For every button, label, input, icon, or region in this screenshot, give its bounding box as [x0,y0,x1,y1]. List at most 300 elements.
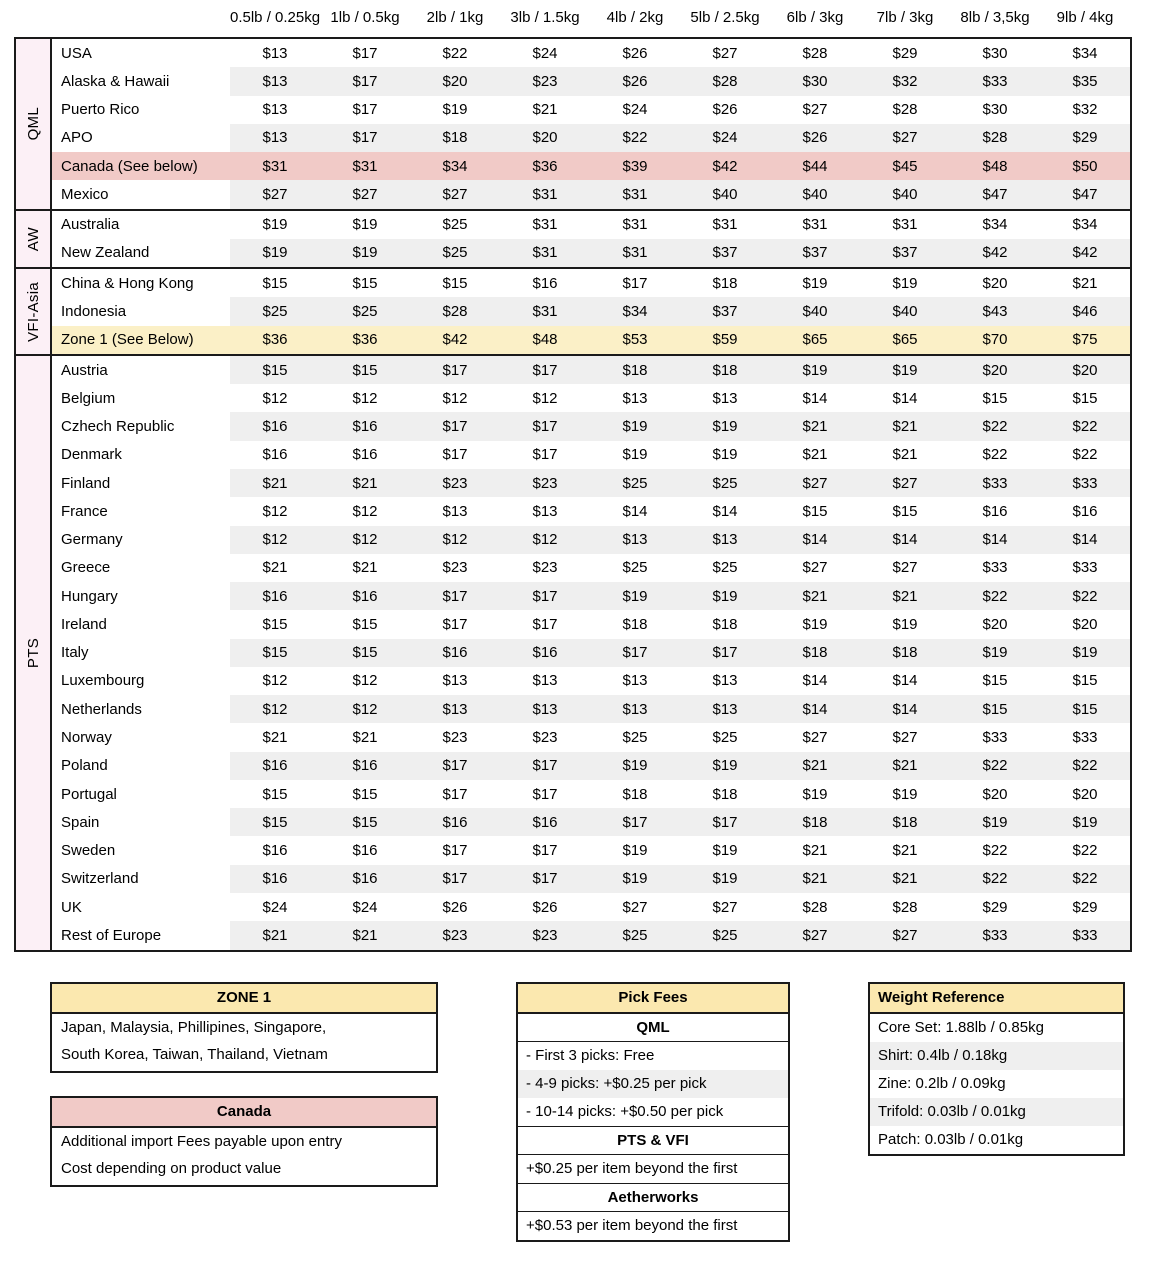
rate-cell: $28 [802,898,828,916]
rate-cell: $13 [532,672,558,690]
rate-cell: $23 [442,559,468,577]
rate-cell: $21 [262,926,288,944]
rate-cells [230,441,1130,469]
rate-cell: $22 [982,587,1008,605]
rate-cell: $18 [712,785,738,803]
rate-cell: $19 [712,587,738,605]
rate-cell: $16 [352,757,378,775]
table-row [52,610,1130,638]
rate-cell: $16 [262,757,288,775]
rate-cell: $23 [442,729,468,746]
destination-name: France [61,502,108,520]
rate-cells [230,554,1130,582]
rate-cell: $22 [442,44,468,62]
rate-cell: $16 [532,274,558,292]
rate-cell: $14 [622,502,648,520]
destination-name: Indonesia [61,303,127,321]
table-row [52,554,1130,582]
rate-cell: $15 [982,389,1008,407]
destination-name: Poland [61,757,108,775]
rate-cell: $12 [352,389,378,407]
rate-cell: $19 [892,785,918,803]
rate-cell: $22 [982,446,1008,464]
rate-cell: $17 [442,418,468,436]
destination-name: Hungary [61,587,118,605]
rate-cell: $25 [712,926,738,944]
rate-cell: $12 [352,502,378,520]
table-row [52,865,1130,893]
rate-cell: $28 [802,44,828,62]
rate-cell: $31 [892,216,918,234]
rate-cell: $14 [1072,531,1098,549]
group-section-aw [16,211,1130,270]
destination-name: New Zealand [61,244,150,262]
rate-cell: $19 [892,274,918,292]
rate-cell: $16 [352,842,378,860]
rate-cell: $25 [352,303,378,321]
group-rows [52,269,1130,354]
rate-cell: $42 [1072,244,1098,262]
rate-cell: $19 [622,418,648,436]
rate-cell: $40 [802,185,828,203]
rate-cells [230,152,1130,180]
pick-fees-item: - 4-9 picks: +$0.25 per pick [518,1070,788,1098]
rate-cell: $14 [712,502,738,520]
rate-cells [230,239,1130,267]
pick-fees-box [516,982,790,1242]
rate-cell: $26 [622,72,648,90]
rate-cell: $17 [532,615,558,633]
group-rows [52,39,1130,209]
rate-cell: $31 [532,244,558,262]
rate-cell: $15 [1072,389,1098,407]
rate-cell: $19 [982,813,1008,831]
group-label-cell [16,356,52,950]
rate-cell: $19 [622,757,648,775]
rate-cell: $26 [802,129,828,147]
rate-cell: $40 [802,303,828,321]
rate-cell: $31 [262,157,288,175]
zone1-box [50,982,438,1073]
rate-cell: $17 [712,813,738,831]
rate-cell: $17 [532,418,558,436]
rate-cell: $18 [622,615,648,633]
group-section-pts [16,356,1130,950]
column-header: 8lb / 3,5kg [960,9,1030,26]
rate-cells [230,211,1130,239]
rate-cell: $40 [712,185,738,203]
rate-cell: $27 [712,898,738,916]
rate-cell: $21 [352,926,378,944]
rate-cell: $20 [1072,785,1098,803]
rate-cell: $31 [532,303,558,321]
rate-cell: $22 [982,870,1008,888]
rate-cell: $33 [1072,474,1098,492]
rate-cell: $15 [262,785,288,803]
rate-cell: $37 [712,244,738,262]
rate-cells [230,526,1130,554]
rate-cells [230,67,1130,95]
rate-cell: $24 [712,129,738,147]
rate-cell: $15 [352,813,378,831]
rate-cell: $23 [532,474,558,492]
rate-cell: $17 [622,274,648,292]
rate-cell: $21 [892,446,918,464]
rate-cell: $25 [712,559,738,577]
rate-cells [230,269,1130,297]
rate-cell: $36 [262,331,288,349]
destination-name: Czhech Republic [61,418,175,436]
table-row [52,152,1130,180]
rate-cell: $15 [1072,700,1098,718]
rate-cell: $48 [532,331,558,349]
rate-cell: $43 [982,303,1008,321]
rate-cell: $19 [982,644,1008,662]
table-row [52,211,1130,239]
weight-reference-item: Core Set: 1.88lb / 0.85kg [878,1019,1044,1036]
rate-cell: $21 [802,446,828,464]
rate-cell: $47 [982,185,1008,203]
rate-cell: $65 [802,331,828,349]
canada-box-title: Canada [52,1098,436,1128]
rate-cell: $53 [622,331,648,349]
rate-cell: $28 [892,101,918,119]
rate-cell: $31 [352,157,378,175]
rate-cell: $20 [982,615,1008,633]
rate-cell: $17 [532,757,558,775]
rate-cell: $15 [892,502,918,520]
table-row [52,497,1130,525]
rate-cell: $47 [1072,185,1098,203]
zone1-countries-line: South Korea, Taiwan, Thailand, Vietnam [61,1046,328,1063]
group-label: VFI-Asia [24,281,42,342]
column-header: 1lb / 0.5kg [330,9,400,26]
rate-cell: $28 [982,129,1008,147]
rate-cells [230,384,1130,412]
column-header: 9lb / 4kg [1056,9,1114,26]
rate-cell: $27 [352,185,378,203]
rate-cell: $19 [1072,644,1098,662]
rate-cell: $20 [532,129,558,147]
rate-cells [230,893,1130,921]
rate-cell: $16 [442,813,468,831]
rate-cell: $18 [712,361,738,379]
rate-cell: $12 [352,700,378,718]
destination-name: Luxembourg [61,672,145,690]
rate-cells [230,836,1130,864]
rate-cell: $30 [802,72,828,90]
rate-cell: $14 [892,672,918,690]
table-row [52,356,1130,384]
rate-cell: $13 [712,531,738,549]
rate-cell: $16 [442,644,468,662]
rate-cells [230,780,1130,808]
destination-name: Rest of Europe [61,926,162,944]
zone1-box-title: ZONE 1 [52,984,436,1014]
table-row [52,526,1130,554]
rate-cell: $40 [892,303,918,321]
rate-cell: $14 [802,672,828,690]
rate-cell: $75 [1072,331,1098,349]
rate-cell: $15 [352,274,378,292]
destination-name: Mexico [61,185,109,203]
pick-fees-item: +$0.53 per item beyond the first [526,1217,738,1234]
rate-cell: $19 [802,785,828,803]
column-header: 4lb / 2kg [606,9,664,26]
rate-cell: $59 [712,331,738,349]
weight-reference-item: Patch: 0.03lb / 0.01kg [878,1131,1024,1148]
rate-cell: $13 [262,101,288,119]
table-row [52,780,1130,808]
rate-cell: $13 [622,389,648,407]
rate-cell: $40 [892,185,918,203]
rate-cells [230,723,1130,751]
rate-cell: $25 [622,729,648,746]
rate-cell: $33 [1072,729,1098,746]
rate-cell: $15 [442,274,468,292]
rate-cell: $19 [802,361,828,379]
rate-cell: $21 [352,474,378,492]
pick-fees-item: +$0.25 per item beyond the first [518,1155,788,1184]
rate-cells [230,639,1130,667]
rate-cell: $33 [982,729,1008,746]
weight-column-headers [230,9,1130,26]
pick-fees-item: - 10-14 picks: +$0.50 per pick [518,1098,788,1127]
rate-cell: $19 [1072,813,1098,831]
rate-cell: $34 [622,303,648,321]
rate-cell: $17 [622,813,648,831]
column-header: 7lb / 3kg [876,9,934,26]
destination-name: Belgium [61,389,116,407]
rate-cell: $16 [262,418,288,436]
destination-name: Ireland [61,615,107,633]
rate-cell: $12 [532,531,558,549]
group-rows [52,356,1130,950]
rate-cell: $19 [712,842,738,860]
rate-cells [230,356,1130,384]
rate-cell: $42 [442,331,468,349]
destination-name: APO [61,129,93,147]
destination-name: Norway [61,729,112,746]
rate-cell: $15 [352,644,378,662]
rate-cell: $17 [442,757,468,775]
rate-cells [230,124,1130,152]
rate-cells [230,326,1130,354]
rate-cell: $33 [982,72,1008,90]
rate-cell: $27 [262,185,288,203]
rate-cell: $21 [802,870,828,888]
table-row [52,639,1130,667]
rate-cell: $14 [802,700,828,718]
rate-cell: $16 [262,446,288,464]
rate-cell: $27 [892,926,918,944]
rate-cell: $16 [352,587,378,605]
rate-cell: $26 [532,898,558,916]
rate-cell: $13 [622,531,648,549]
rate-cell: $19 [352,244,378,262]
rate-cell: $21 [262,729,288,746]
rate-cells [230,412,1130,440]
rate-cell: $15 [802,502,828,520]
destination-name: Canada (See below) [61,157,198,175]
rate-cell: $12 [442,389,468,407]
rate-cell: $15 [352,361,378,379]
rate-cell: $22 [982,757,1008,775]
rate-cell: $33 [1072,559,1098,577]
rate-cell: $15 [352,615,378,633]
rate-cell: $50 [1072,157,1098,175]
rate-cell: $21 [262,474,288,492]
rate-cell: $13 [712,700,738,718]
rate-cell: $18 [622,361,648,379]
rate-cell: $13 [622,700,648,718]
table-row [52,921,1130,949]
group-label-cell [16,269,52,354]
rate-cell: $25 [622,926,648,944]
rate-cell: $17 [532,842,558,860]
rate-cell: $22 [1072,757,1098,775]
rate-cell: $28 [442,303,468,321]
rate-cell: $33 [982,474,1008,492]
rate-cell: $22 [1072,418,1098,436]
rate-cell: $21 [802,757,828,775]
rate-cell: $14 [892,531,918,549]
rate-cell: $13 [532,700,558,718]
table-row [52,412,1130,440]
rate-cell: $29 [1072,898,1098,916]
rate-cell: $12 [352,531,378,549]
destination-name: Australia [61,216,120,234]
rate-cell: $28 [712,72,738,90]
rate-cell: $17 [532,361,558,379]
rate-cell: $17 [532,446,558,464]
table-row [52,667,1130,695]
rate-cell: $23 [442,926,468,944]
rate-cell: $42 [982,244,1008,262]
rate-cell: $34 [442,157,468,175]
rate-cell: $13 [622,672,648,690]
group-label: AW [24,226,42,251]
table-row [52,239,1130,267]
rate-cell: $36 [532,157,558,175]
destination-name: Finland [61,474,111,492]
pick-fees-heading-aetherworks: Aetherworks [518,1184,788,1212]
rate-cell: $19 [262,244,288,262]
rate-cell: $16 [262,842,288,860]
rate-cell: $27 [802,729,828,746]
rate-cell: $14 [892,389,918,407]
rate-cell: $21 [802,587,828,605]
rate-cell: $12 [262,672,288,690]
rate-cell: $31 [712,216,738,234]
table-row [52,67,1130,95]
rate-cell: $31 [802,216,828,234]
rate-cell: $26 [442,898,468,916]
rate-cell: $16 [532,644,558,662]
destination-name: USA [61,44,92,62]
rate-cell: $13 [262,44,288,62]
rate-cell: $29 [1072,129,1098,147]
table-row [52,723,1130,751]
rate-cell: $34 [1072,44,1098,62]
rate-cell: $19 [712,446,738,464]
rate-cell: $21 [352,559,378,577]
rate-cell: $15 [262,644,288,662]
rate-cell: $12 [262,700,288,718]
rate-cell: $14 [802,389,828,407]
rate-cell: $21 [802,418,828,436]
rate-cell: $37 [712,303,738,321]
rate-cell: $19 [622,870,648,888]
column-header: 2lb / 1kg [426,9,484,26]
rate-cell: $14 [802,531,828,549]
rate-cell: $37 [892,244,918,262]
table-row [52,469,1130,497]
rate-cells [230,297,1130,325]
column-header: 5lb / 2.5kg [690,9,760,26]
destination-name: Austria [61,361,108,379]
rate-cell: $27 [802,926,828,944]
rate-cell: $16 [262,587,288,605]
rate-cell: $28 [892,898,918,916]
rate-cell: $20 [1072,615,1098,633]
column-header: 3lb / 1.5kg [510,9,580,26]
rate-cell: $45 [892,157,918,175]
rate-cell: $27 [892,129,918,147]
rate-cell: $12 [442,531,468,549]
rate-cell: $15 [262,274,288,292]
table-row [52,39,1130,67]
rate-cell: $21 [802,842,828,860]
destination-name: China & Hong Kong [61,274,194,292]
rate-cell: $13 [712,389,738,407]
rate-cell: $21 [892,870,918,888]
rate-cell: $18 [712,274,738,292]
canada-note-line: Cost depending on product value [61,1160,282,1177]
rate-cell: $31 [532,185,558,203]
rate-cell: $17 [442,587,468,605]
rate-cell: $15 [262,813,288,831]
rate-cell: $21 [892,418,918,436]
table-row [52,180,1130,208]
rate-cell: $20 [442,72,468,90]
rate-cell: $15 [262,361,288,379]
rate-cell: $16 [532,813,558,831]
destination-name: Sweden [61,842,116,860]
destination-name: Denmark [61,446,122,464]
rate-cell: $15 [1072,672,1098,690]
rate-cell: $19 [442,101,468,119]
rate-cell: $20 [982,361,1008,379]
rate-cell: $18 [442,129,468,147]
rate-cell: $24 [262,898,288,916]
rate-cell: $23 [532,729,558,746]
rate-cell: $16 [982,502,1008,520]
rate-cell: $22 [1072,446,1098,464]
rate-cell: $25 [262,303,288,321]
rate-cells [230,497,1130,525]
rate-cell: $23 [532,72,558,90]
rate-cell: $25 [712,474,738,492]
rate-cells [230,469,1130,497]
table-row [52,269,1130,297]
rate-cell: $16 [262,870,288,888]
rate-cell: $17 [622,644,648,662]
rate-cell: $22 [982,842,1008,860]
rate-cell: $16 [1072,502,1098,520]
destination-name: Alaska & Hawaii [61,72,170,90]
rate-cell: $21 [352,729,378,746]
